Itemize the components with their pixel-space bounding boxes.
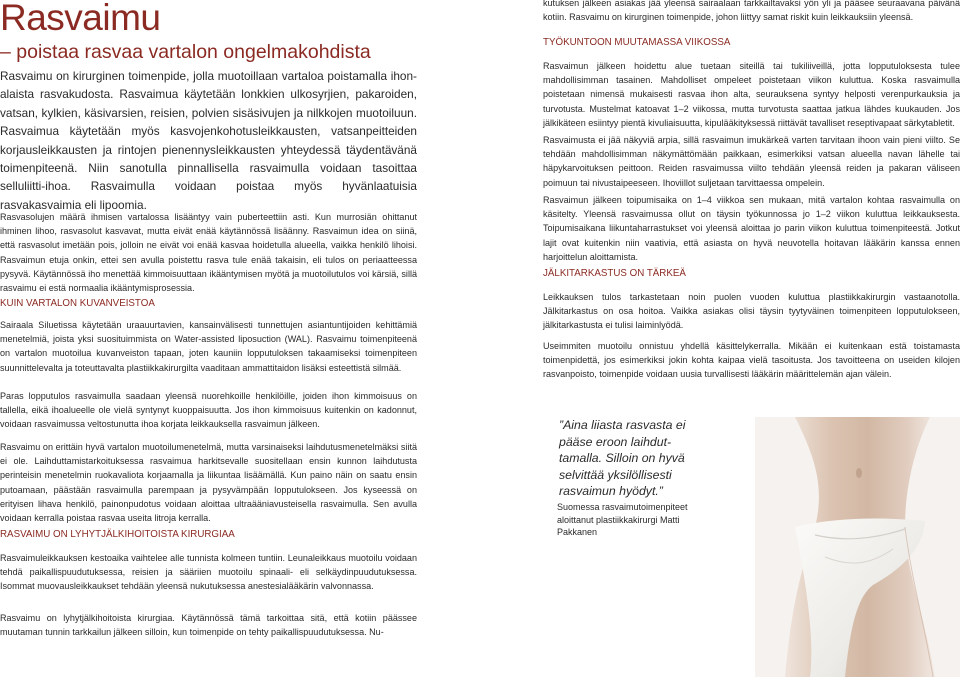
section-heading: TYÖKUNTOON MUUTAMASSA VIIKOSSA [543, 36, 731, 48]
body-paragraph: kutuksen jälkeen asiakas jää yleensä sairaalaan tarkkailtavaksi yön yli ja pääsee seuraavana päivänä kotiin. Rasvaimu on kirurginen toimenpide, johon liittyy samat riskit kuin leikkauksiin yleensä. [543, 0, 960, 23]
body-paragraph: Rasvaimuleikkauksen kestoaika vaihtelee alle tunnista kolmeen tuntiin. Leunaleikkaus muotoilu voidaan tehdä paikallispuudutuksessa, reisien ja sääriien muotoilu spinaali- eli selkäydinpuudutuksessa. Isommat muovausleikkaukset tehdään yleensä nukutuksessa anestesialääkärin valvonnassa. [0, 553, 417, 592]
pull-quote [557, 417, 747, 539]
section-heading: RASVAIMU ON LYHYTJÄLKIHOITOISTA KIRURGIAA [0, 528, 235, 540]
photo-illustration [755, 417, 960, 677]
body-paragraph: Useimmiten muotoilu onnistuu yhdellä käsittelykerralla. Mikään ei kuitenkaan estä toistamasta toimenpidettä, jos esimerkiksi jokin kohta kaipaa vielä tasoitusta. Jos tavoitteena on useiden kilojen rasvanpoisto, toimenpide voidaan uusia turvallisesti lääkärin määrittelemän ajan välein. [543, 341, 960, 380]
body-paragraph: Rasvaimu on lyhytjälkihoitoista kirurgiaa. Käytännössä tämä tarkoittaa sitä, että kotiin päässee muutaman tunnin tarkkailun jälkeen silloin, kun toimenpide on tehty paikallispuudutuksessa. Nu- [0, 613, 417, 638]
page-subtitle: – poistaa rasvaa vartalon ongelmakohdista [0, 41, 371, 63]
lead-paragraph: Rasvaimu on kirurginen toimenpide, jolla muotoillaan vartaloa poistamalla ihon-alaista rasvakudosta. Rasvaimua käytetään lonkkien ulkosyrjien, pakaroiden, vatsan, kylkien, käsivarsien, reisien, polvien sisäsivujen ja nilkkojen muotoiluun. Rasvaimua käytetään myös kasvojenkohotusleikkausten, vatsanpeitteiden korjausleikkausten ja rintojen pienennysleikkausten yhteydessä täydentävänä toimenpiteenä. Niin sanotulla pinnallisella rasvaimulla voidaan tasoittaa selluliitti-ihoa. Rasvaimulla voidaan poistaa myös hyvänlaatuisia rasvakasvaimia eli lipoomia. [0, 69, 417, 212]
section-heading: KUIN VARTALON KUVANVEISTOA [0, 297, 155, 309]
body-paragraph: Rasvaimu on erittäin hyvä vartalon muotoilumenetelmä, mutta varsinaiseksi laihdutusmenetelmäksi siitä ei ole. Laihduttamistarkoituksessa rasvaimua harkitsevalle suositellaan ensin kunnon laihdutusta perinteisin menetelmin ruokavaliota korjaamalla ja liikuntaa lisäämällä. Kun paino näin on saatu ensin putoamaan, päästään rasvaimulla parempaan ja pysyvämpään lopputulokseen. Jos kyseessä on erityisen lihava henkilö, painonpudotus voidaan aloittaa ultraääniavusteisella rasvaimulla. Sen avulla voidaan kerralla poistaa rasvaa useita litroja kerralla. [0, 442, 417, 524]
body-paragraph: Leikkauksen tulos tarkastetaan noin puolen vuoden kuluttua plastiikkakirurgin vastaanotolla. Jälkitarkastus on osa hoitoa. Vaikka asiakas olisi täysin tyytyväinen toimenpiteen lopputulokseen, jälkitarkastusta ei tulisi laiminlyödä. [543, 292, 960, 331]
body-paragraph: Paras lopputulos rasvaimulla saadaan yleensä nuorehkoille henkilöille, joiden ihon kimmoisuus on tallella, eikä ihoalueelle ole vielä syntynyt kuoppaisuutta. Jos ihon kimmoisuus kuitenkin on kadonnut, voidaan rasvaimussa veltostunutta ihoa korjata leikkauksella rasvaimun jälkeen. [0, 391, 417, 430]
body-paragraph: Rasvaimusta ei jää näkyviä arpia, sillä rasvaimun imukärkeä varten tarvitaan ihoon vain pieni viilto. Se tehdään mahdollisimman näkymättömään paikkaan, esimerkiksi vatsan alueella navan lähelle tai häpykarvoituksen peittoon. Reiden rasvaimussa viilto tehdään yleensä reiden ja pakaran väliseen poimuun tai nivustaipeeseen. Ihoviillot suljetaan tarvittaessa ompelein. [543, 135, 960, 188]
quote-author: Suomessa rasvaimutoimenpiteet aloittanut plastiikkakirurgi Matti Pakkanen [557, 501, 688, 538]
quote-text: ”Aina liiasta rasvasta ei pääse eroon laihdut-tamalla. Silloin on hyvä selvittää yksilöllisesti rasvaimun hyödyt.” [559, 418, 686, 499]
section-heading: JÄLKITARKASTUS ON TÄRKEÄ [543, 267, 686, 279]
body-paragraph: Rasvaimun jälkeen hoidettu alue tuetaan siteillä tai tukiliiveillä, jotta lopputuloksesta tulee mahdollisimman tasainen. Mahdolliset ompeleet poistetaan viikon kuluttua. Koska rasvaimulla poistetaan nimensä mukaisesti rasvaa ihon alta, seurauksena syntyy helposti verenpurkauksia ja turvotusta. Mustelmat katoavat 1–2 viikossa, mutta turvotusta saattaa jatkua lähdes kuukauden. Jos jälkikäteen esiintyy pientä kivuliaisuutta, kipulääkityksessä riittävät tavalliset reseptivapaat särkytabletit. [543, 61, 960, 128]
page-title: Rasvaimu [0, 0, 161, 38]
body-paragraph: Sairaala Siluetissa käytetään uraauurtavien, kansainvälisesti tunnettujen asiantuntijoiden kehittämiä menetelmiä, joista yksi suosituimmista on Water-assisted liposuction (WAL). Rasvaimu toimenpiteenä on vartalon muotoilua kuvanveiston tapaan, joten kauniin lopputuloksen takaamiseksi toimenpiteen suunnittelevalta ja toteuttavalta plastiikkakirurgilta vaaditaan ammattitaidon lisäksi esteettistä silmää. [0, 320, 417, 373]
body-paragraph: Rasvaimun jälkeen toipumisaika on 1–4 viikkoa sen mukaan, mitä vartalon kohtaa rasvaimulla on käsitelty. Yleensä rasvaimussa ollut on täysin työkunnossa jo 1–2 viikon kuluttua leikkauksesta. Toipumisaikana liikuntaharrastukset voi yleensä aloittaa jo parin viikon kuluttua toimenpiteestä. Jotkut lajit ovat kuitenkin niin vaativia, että asiasta on hyvä neuvotella hoitavan lääkärin kanssa ennen harjoittelun aloittamista. [543, 195, 960, 262]
photo-body-towel [755, 417, 960, 677]
body-paragraph: Rasvasolujen määrä ihmisen vartalossa lisääntyy vain puberteettiin asti. Kun murrosiän ohittanut ihminen lihoo, rasvasolut kasvavat, mutta eivät enää käytännössä lisäänny. Rasvaimun idea on siinä, että rasvasolut imetään pois, jolloin ne eivät voi enää kasvaa hoidetulla alueella, vaikka henkilö lihoisi. Rasvaimun etuja onkin, ettei sen avulla poistettu rasva tule enää takaisin, eli tulos on periaatteessa pysyvä. Käytännössä iho menettää kimmoisuuttaan ikääntymisen myötä ja muotoilutulos voi kärsiä, sillä rasvaimu ei estä normaalia ikääntymisprosessia. [0, 212, 417, 294]
